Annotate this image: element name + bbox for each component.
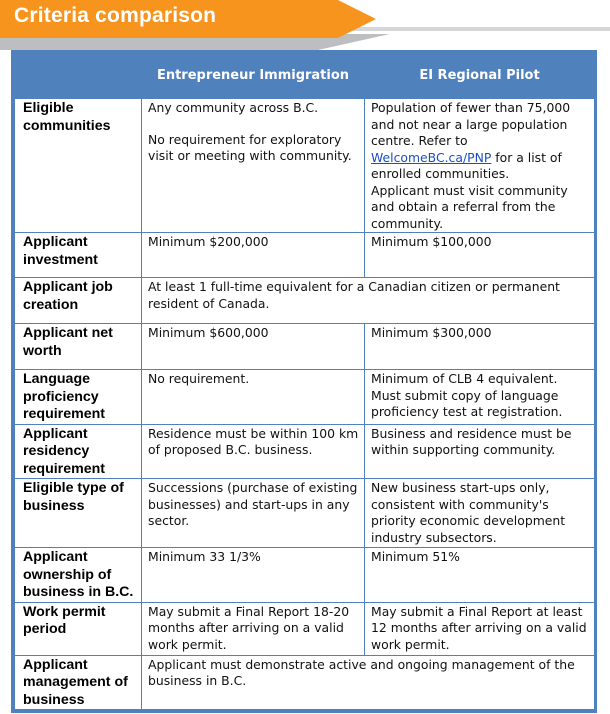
ei-cell-text: No requirement for exploratory visit or meeting with community. [148, 131, 352, 163]
page-title: Criteria comparison [14, 4, 217, 27]
table-row [15, 324, 595, 370]
table-row [15, 278, 595, 324]
row-label: Applicant management of business [15, 655, 142, 710]
row-label: Eligible communities [15, 99, 142, 233]
pilot-cell: May submit a Final Report at least 12 months after arriving on a valid work permit. [365, 602, 595, 655]
table-row [15, 233, 595, 278]
row-label: Applicant net worth [15, 324, 142, 370]
pilot-cell: Minimum of CLB 4 equivalent. Must submit copy of language proficiency test at registration. [365, 370, 595, 425]
row-label: Applicant ownership of business in B.C. [15, 548, 142, 603]
pilot-cell: Minimum $300,000 [365, 324, 595, 370]
ei-cell: Minimum $600,000 [142, 324, 365, 370]
shared-cell: Applicant must demonstrate active and ongoing management of the business in B.C. [142, 655, 595, 710]
header-entrepreneur-immigration: Entrepreneur Immigration [142, 54, 365, 99]
table-row [15, 424, 595, 479]
row-label: Applicant job creation [15, 278, 142, 324]
shared-cell: At least 1 full-time equivalent for a Canadian citizen or permanent resident of Canada. [142, 278, 595, 324]
pilot-cell: Business and residence must be within supporting community. [365, 424, 595, 479]
row-label: Work permit period [15, 602, 142, 655]
pilot-cell-text: Applicant must visit community and obtain a referral from the community. [371, 182, 568, 231]
ei-cell: Minimum 33 1/3% [142, 548, 365, 603]
table-row [15, 602, 595, 655]
table-row [15, 370, 595, 425]
table-header-row [15, 54, 595, 99]
table-row [15, 655, 595, 710]
table-row [15, 479, 595, 548]
header-ei-regional-pilot: EI Regional Pilot [365, 54, 595, 99]
table-row [15, 548, 595, 603]
comparison-table [11, 50, 597, 713]
pilot-cell [365, 99, 595, 233]
ei-cell: No requirement. [142, 370, 365, 425]
row-label: Eligible type of business [15, 479, 142, 548]
ei-cell: Minimum $200,000 [142, 233, 365, 278]
row-label: Language proficiency requirement [15, 370, 142, 425]
row-label: Applicant investment [15, 233, 142, 278]
header-criteria [15, 54, 142, 99]
row-label: Applicant residency requirement [15, 424, 142, 479]
ei-cell: May submit a Final Report 18-20 months after arriving on a valid work permit. [142, 602, 365, 655]
pilot-cell: Minimum 51% [365, 548, 595, 603]
pilot-cell: New business start-ups only, consistent with community's priority economic development industry subsectors. [365, 479, 595, 548]
pilot-cell-text: Population of fewer than 75,000 and not near a large population centre. Refer to WelcomeBC.ca/PNP for a list of enrolled communities. [371, 100, 571, 181]
ei-cell: Residence must be within 100 km of proposed B.C. business. [142, 424, 365, 479]
ei-cell: Successions (purchase of existing businesses) and start-ups in any sector. [142, 479, 365, 548]
section-banner [0, 0, 610, 50]
pilot-cell: Minimum $100,000 [365, 233, 595, 278]
ei-cell [142, 99, 365, 233]
welcomebc-link[interactable]: WelcomeBC.ca/PNP [371, 149, 492, 165]
ei-cell-text: Any community across B.C. [148, 100, 319, 115]
table-row [15, 99, 595, 233]
